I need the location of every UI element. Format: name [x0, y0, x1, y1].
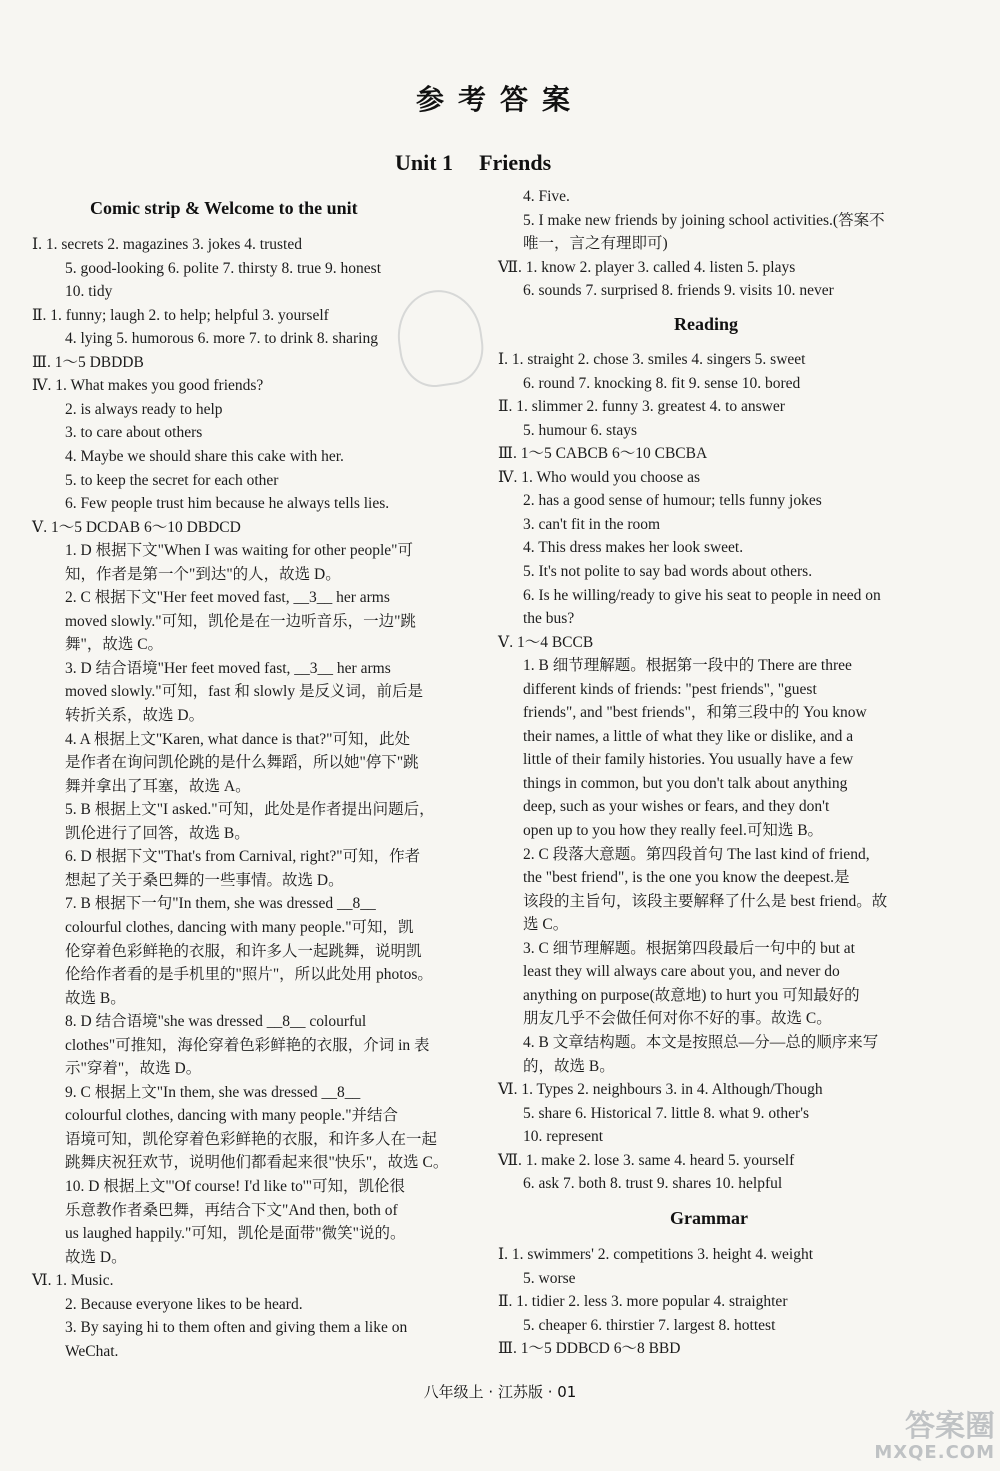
answer-line: the bus? — [523, 610, 575, 628]
answer-line: 4. This dress makes her look sweet. — [523, 539, 744, 557]
answer-line: 2. C 段落大意题。第四段首句 The last kind of friend, — [523, 845, 870, 863]
answer-line: 凯伦进行了回答，故选 B。 — [65, 824, 250, 842]
answer-line: least they will always care about you, and never do — [523, 963, 840, 981]
answer-line: 3. By saying hi to them often and giving them a like on — [65, 1319, 408, 1337]
answer-line: 乐意教作者桑巴舞，再结合下文"And then, both of — [65, 1201, 398, 1219]
answer-line: 9. C 根据上文"In them, she was dressed __8__ — [65, 1083, 361, 1101]
answer-line: 6. Few people trust him because he always tells lies. — [65, 495, 390, 513]
section-heading-grammar: Grammar — [670, 1208, 748, 1228]
answer-line: Ⅶ. 1. make 2. lose 3. same 4. heard 5. yourself — [498, 1151, 795, 1169]
answer-line: 6. D 根据下文"That's from Carnival, right?"可知，作者 — [65, 848, 421, 866]
unit-name: Friends — [479, 150, 552, 175]
answer-line: Ⅲ. 1～5 CABCB 6～10 CBCBA — [498, 445, 708, 463]
answer-line: 3. can't fit in the room — [523, 515, 661, 533]
answer-line: Ⅰ. 1. straight 2. chose 3. smiles 4. singers 5. sweet — [498, 351, 806, 368]
answer-line: Ⅴ. 1～4 BCCB — [498, 633, 594, 651]
answer-line: 是作者在询问凯伦跳的是什么舞蹈，所以她"停下"跳 — [65, 754, 419, 772]
answer-line: Ⅵ. 1. Types 2. neighbours 3. in 4. Although/Though — [498, 1081, 823, 1099]
answer-line: 2. is always ready to help — [65, 400, 223, 418]
answer-line: 1. D 根据下文"When I was waiting for other people"可 — [65, 542, 413, 560]
answer-line: 想起了关于桑巴舞的一些事情。故选 D。 — [65, 871, 344, 889]
answer-line: 3. C 细节理解题。根据第四段最后一句中的 but at — [523, 939, 855, 957]
answer-line: 伦穿着色彩鲜艳的衣服，和许多人一起跳舞，说明凯 — [65, 942, 422, 960]
answer-line: moved slowly."可知，fast 和 slowly 是反义词，前后是 — [65, 683, 423, 701]
answer-line: Ⅰ. 1. secrets 2. magazines 3. jokes 4. trusted — [32, 236, 302, 253]
answer-line: 5. good-looking 6. polite 7. thirsty 8. true 9. honest — [65, 259, 382, 277]
answer-line: 3. to care about others — [65, 424, 203, 442]
answer-line: Ⅱ. 1. funny; laugh 2. to help; helpful 3. yourself — [32, 306, 329, 324]
answer-line: 舞"，故选 C。 — [65, 636, 164, 654]
page-footer: 八年级上 · 江苏版 · 01 — [423, 1383, 577, 1401]
answer-line: 4. lying 5. humorous 6. more 7. to drink 8. sharing — [65, 330, 378, 348]
answer-line: 4. B 文章结构题。本文是按照总—分—总的顺序来写 — [523, 1033, 879, 1051]
answer-line: 6. ask 7. both 8. trust 9. shares 10. helpful — [523, 1175, 783, 1193]
answer-line: Ⅲ. 1～5 DBDDB — [32, 353, 144, 371]
watermark-site: MXQE.COM — [874, 1442, 995, 1463]
answer-line: 的，故选 B。 — [523, 1057, 615, 1075]
unit-title — [395, 150, 577, 176]
answer-line: 6. Is he willing/ready to give his seat to people in need on — [523, 586, 881, 604]
answer-line: 语境可知，凯伦穿着色彩鲜艳的衣服，和许多人在一起 — [65, 1130, 438, 1148]
unit-number: Unit 1 — [395, 150, 454, 175]
answer-line: Ⅰ. 1. swimmers' 2. competitions 3. height 4. weight — [498, 1246, 814, 1263]
answer-line: Ⅵ. 1. Music. — [32, 1272, 114, 1290]
answer-line: 5. cheaper 6. thirstier 7. largest 8. hottest — [523, 1316, 776, 1334]
answer-line: 5. humour 6. stays — [523, 421, 638, 439]
answer-line: 示"穿着"，故选 D。 — [65, 1060, 202, 1078]
answer-line: 舞并拿出了耳塞，故选 A。 — [65, 777, 251, 795]
section-heading-comic-strip: Comic strip & Welcome to the unit — [90, 198, 358, 218]
answer-line: 朋友几乎不会做任何对你不好的事。故选 C。 — [523, 1010, 832, 1028]
answer-line: 2. has a good sense of humour; tells funny jokes — [523, 492, 822, 510]
stamp-mark — [392, 285, 489, 392]
answer-line: 该段的主旨句，该段主要解释了什么是 best friend。故 — [523, 892, 888, 910]
answer-line: anything on purpose(故意地) to hurt you 可知最好的 — [523, 986, 860, 1004]
answer-line: Ⅳ. 1. What makes you good friends? — [32, 377, 264, 395]
answer-line: 6. sounds 7. surprised 8. friends 9. visits 10. never — [523, 282, 834, 299]
answer-line: 2. C 根据下文"Her feet moved fast, __3__ her arms — [65, 589, 390, 607]
answer-line: WeChat. — [65, 1342, 119, 1360]
answer-line: 故选 D。 — [65, 1248, 127, 1266]
answer-line: 10. represent — [523, 1128, 604, 1146]
watermark-logo — [835, 1409, 995, 1468]
answer-line: 8. D 结合语境"she was dressed __8__ colourful — [65, 1013, 367, 1031]
answer-line: 故选 B。 — [65, 989, 126, 1007]
answer-line: Ⅳ. 1. Who would you choose as — [498, 468, 701, 486]
answer-line: 1. B 细节理解题。根据第一段中的 There are three — [523, 657, 852, 675]
answer-line: 4. A 根据上文"Karen, what dance is that?"可知，此处 — [65, 730, 410, 748]
answer-line: things in common, but you don't talk about anything — [523, 774, 848, 792]
answer-line: 5. It's not polite to say bad words about others. — [523, 562, 813, 580]
answer-line: friends", and "best friends"，和第三段中的 You know — [523, 704, 867, 722]
answer-line: Ⅴ. 1～5 DCDAB 6～10 DBDCD — [32, 518, 241, 536]
answer-line: colourful clothes, dancing with many people."并结合 — [65, 1107, 399, 1125]
answer-line: the "best friend", is the one you know the deepest.是 — [523, 869, 850, 887]
answer-line: us laughed happily."可知，凯伦是面带"微笑"说的。 — [65, 1225, 406, 1243]
answer-line: 5. B 根据上文"I asked."可知，此处是作者提出问题后， — [65, 801, 435, 819]
answer-line: 5. worse — [523, 1269, 576, 1287]
answer-line: colourful clothes, dancing with many people."可知，凯 — [65, 918, 414, 936]
answer-line: 10. D 根据上文"'Of course! I'd like to'"可知，凯伦很 — [65, 1178, 406, 1195]
answer-line: 3. D 结合语境"Her feet moved fast, __3__ her arms — [65, 659, 391, 677]
answer-line: 知，作者是第一个"到达"的人，故选 D。 — [65, 565, 341, 583]
answer-line: 4. Five. — [523, 188, 570, 205]
answer-line: 7. B 根据下一句"In them, she was dressed __8__ — [65, 895, 376, 913]
answer-line: Ⅱ. 1. tidier 2. less 3. more popular 4. straighter — [498, 1293, 788, 1310]
page-title: 参考答案 — [415, 83, 584, 116]
answer-line: 5. I make new friends by joining school activities.(答案不 — [523, 211, 885, 229]
answer-line: 4. Maybe we should share this cake with her. — [65, 447, 344, 465]
answer-line: different kinds of friends: "pest friends", "guest — [523, 680, 817, 698]
answer-line: open up to you how they really feel.可知选 B。 — [523, 822, 824, 839]
answer-line: 选 C。 — [523, 916, 569, 934]
answer-line: their names, a little of what they like or dislike, and a — [523, 727, 854, 745]
answer-line: Ⅶ. 1. know 2. player 3. called 4. listen 5. plays — [498, 258, 796, 276]
answer-line: 5. share 6. Historical 7. little 8. what 9. other's — [523, 1104, 810, 1122]
answer-line: little of their family histories. You usually have a few — [523, 751, 854, 769]
answer-line: moved slowly."可知，凯伦是在一边听音乐，一边"跳 — [65, 612, 416, 630]
answer-line: 2. Because everyone likes to be heard. — [65, 1295, 303, 1313]
answer-line: 转折关系，故选 D。 — [65, 707, 205, 724]
answer-line: Ⅱ. 1. slimmer 2. funny 3. greatest 4. to answer — [498, 398, 785, 416]
answer-line: 10. tidy — [65, 283, 113, 301]
answer-line: 6. round 7. knocking 8. fit 9. sense 10. bored — [523, 374, 801, 392]
section-heading-reading: Reading — [674, 314, 739, 334]
answer-line: 跳舞庆祝狂欢节，说明他们都看起来很"快乐"，故选 C。 — [65, 1154, 449, 1172]
answer-line: deep, such as your wishes or fears, and they don't — [523, 798, 830, 816]
watermark-logo-text: 答案圈 — [905, 1409, 995, 1444]
answer-line: Ⅲ. 1～5 DDBCD 6～8 BBD — [498, 1340, 681, 1357]
answer-line: 5. to keep the secret for each other — [65, 471, 279, 489]
answer-line: 唯一，言之有理即可) — [523, 235, 668, 252]
answer-line: 伦给作者看的是手机里的"照片"，所以此处用 photos。 — [65, 966, 433, 984]
answer-line: clothes"可推知，海伦穿着色彩鲜艳的衣服，介词 in 表 — [65, 1036, 430, 1054]
